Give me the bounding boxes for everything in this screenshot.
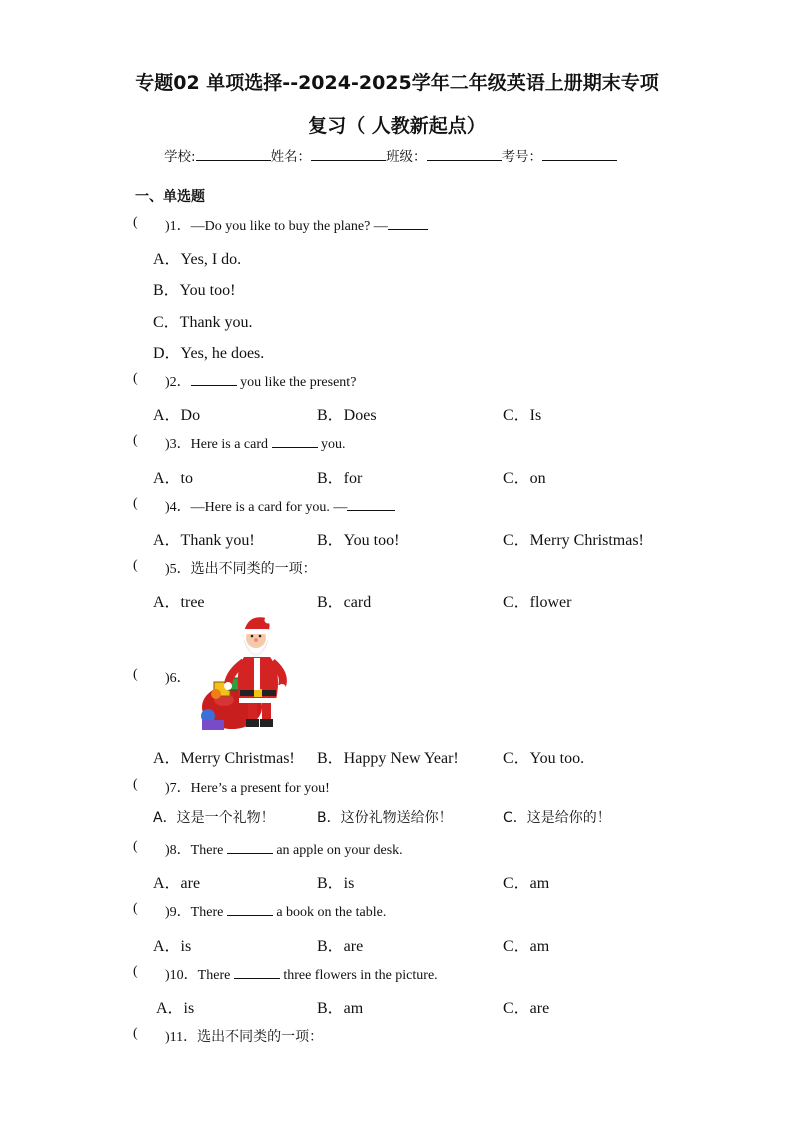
option-a[interactable]: A．Yes, I do. <box>153 251 242 268</box>
option-a[interactable]: A．Do <box>153 407 201 424</box>
option-b[interactable]: B．am <box>317 1000 364 1017</box>
question-stem: )7．Here’s a present for you! <box>165 781 330 796</box>
option-a[interactable]: A．is <box>153 938 192 955</box>
option-a[interactable]: A．这是一个礼物！ <box>153 810 275 826</box>
option-c[interactable]: C．You too. <box>503 750 585 767</box>
answer-paren[interactable]: ( <box>133 964 138 979</box>
answer-blank <box>347 498 395 511</box>
answer-paren[interactable]: ( <box>133 371 138 386</box>
question-stem: )6． <box>165 671 191 686</box>
answer-blank <box>234 966 280 979</box>
page-title-line2: 复习（ 人教新起点） <box>308 115 486 137</box>
exam-number-blank[interactable] <box>542 148 617 161</box>
option-b[interactable]: B．are <box>317 938 364 955</box>
answer-paren[interactable]: ( <box>133 433 138 448</box>
question-stem: )2． you like the present? <box>165 375 357 390</box>
option-a[interactable]: A．is <box>156 1000 195 1017</box>
option-c[interactable]: C．am <box>503 875 550 892</box>
question-stem: )11．选出不同类的一项： <box>165 1029 324 1045</box>
option-b[interactable]: B．for <box>317 470 363 487</box>
question-stem: )3．Here is a card you. <box>165 437 346 452</box>
answer-paren[interactable]: ( <box>133 496 138 511</box>
answer-paren[interactable]: ( <box>133 667 138 682</box>
option-a[interactable]: A．Thank you! <box>153 532 255 549</box>
option-b[interactable]: B．card <box>317 594 372 611</box>
exam-number-label: 考号： <box>501 149 543 165</box>
student-info-row <box>164 145 617 165</box>
answer-paren[interactable]: ( <box>133 558 138 573</box>
option-d[interactable]: D．Yes, he does. <box>153 345 265 362</box>
name-label: 姓名： <box>270 149 312 165</box>
answer-blank <box>227 903 273 916</box>
class-blank[interactable] <box>427 148 502 161</box>
option-a[interactable]: A．to <box>153 470 194 487</box>
school-label: 学校: <box>164 149 196 165</box>
answer-paren[interactable]: ( <box>133 839 138 854</box>
option-b[interactable]: B．这份礼物送给你！ <box>317 810 453 826</box>
question-stem: )10．There three flowers in the picture. <box>165 968 438 983</box>
option-c[interactable]: C．Thank you. <box>153 314 253 331</box>
answer-blank <box>272 435 318 448</box>
option-a[interactable]: A．are <box>153 875 201 892</box>
option-b[interactable]: B．Does <box>317 407 377 424</box>
school-blank[interactable] <box>196 148 271 161</box>
option-c[interactable]: C．这是给你的！ <box>503 810 611 826</box>
option-b[interactable]: B．is <box>317 875 355 892</box>
option-c[interactable]: C．am <box>503 938 550 955</box>
question-stem: )4．—Here is a card for you. — <box>165 496 395 516</box>
option-c[interactable]: C．Merry Christmas! <box>503 532 644 549</box>
answer-blank <box>388 217 428 230</box>
answer-blank <box>191 373 237 386</box>
class-label: 班级： <box>386 149 427 165</box>
answer-blank <box>227 841 273 854</box>
question-stem: )8．There an apple on your desk. <box>165 843 403 858</box>
option-c[interactable]: C．flower <box>503 594 572 611</box>
option-c[interactable]: C．on <box>503 470 546 487</box>
option-b[interactable]: B．Happy New Year! <box>317 750 459 767</box>
option-c[interactable]: C．are <box>503 1000 550 1017</box>
section-heading: 一、单选题 <box>135 189 205 205</box>
name-blank[interactable] <box>311 148 386 161</box>
answer-paren[interactable]: ( <box>133 777 138 792</box>
option-a[interactable]: A．tree <box>153 594 205 611</box>
page-title: 专题02 单项选择--2024-2025学年二年级英语上册期末专项 <box>135 72 659 94</box>
santa-claus-image <box>194 612 294 737</box>
option-b[interactable]: B．You too! <box>153 282 236 299</box>
answer-paren[interactable]: ( <box>133 215 138 230</box>
option-b[interactable]: B．You too! <box>317 532 400 549</box>
question-stem: )5．选出不同类的一项： <box>165 561 317 577</box>
question-stem: )1．—Do you like to buy the plane? — <box>165 215 428 235</box>
option-a[interactable]: A．Merry Christmas! <box>153 750 295 767</box>
question-stem: )9．There a book on the table. <box>165 905 387 920</box>
answer-paren[interactable]: ( <box>133 901 138 916</box>
option-c[interactable]: C．Is <box>503 407 542 424</box>
answer-paren[interactable]: ( <box>133 1026 138 1041</box>
